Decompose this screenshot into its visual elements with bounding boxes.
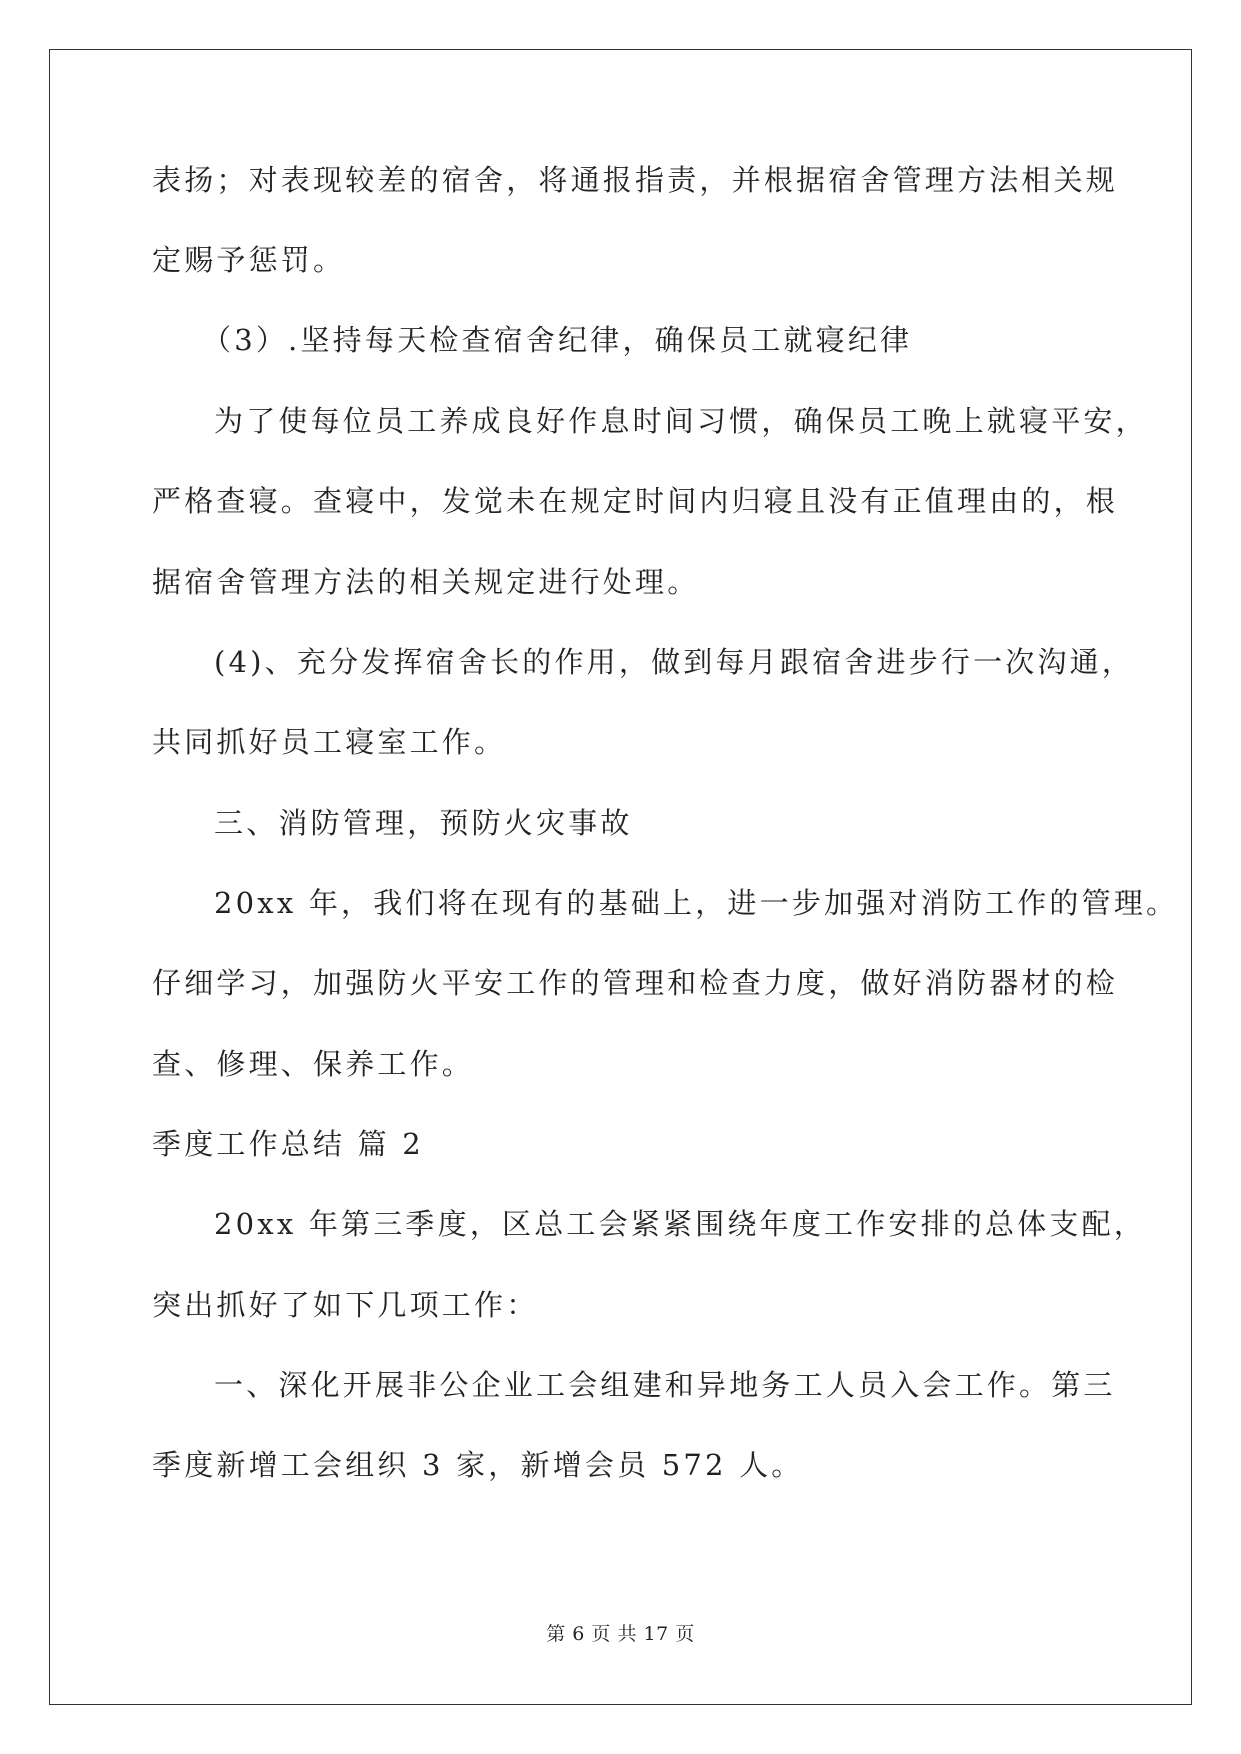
- paragraph-line: 20xx 年第三季度，区总工会紧紧围绕年度工作安排的总体支配，: [214, 1207, 1147, 1241]
- paragraph-line: (4)、充分发挥宿舍长的作用，做到每月跟宿舍进步行一次沟通，: [214, 645, 1135, 679]
- paragraph-line: 突出抓好了如下几项工作：: [152, 1288, 539, 1322]
- paragraph-line: 定赐予惩罚。: [152, 243, 346, 277]
- paragraph-line: 20xx 年，我们将在现有的基础上，进一步加强对消防工作的管理。: [214, 886, 1179, 920]
- article-title: 季度工作总结 篇 2: [152, 1127, 424, 1161]
- paragraph-line: 严格查寝。查寝中，发觉未在规定时间内归寝且没有正值理由的，根: [152, 484, 1119, 518]
- paragraph-line: 季度新增工会组织 3 家，新增会员 572 人。: [152, 1448, 804, 1482]
- paragraph-line: 一、深化开展非公企业工会组建和异地务工人员入会工作。第三: [214, 1368, 1116, 1402]
- paragraph-line: 仔细学习，加强防火平安工作的管理和检查力度，做好消防器材的检: [152, 966, 1119, 1000]
- paragraph-line: 查、修理、保养工作。: [152, 1047, 475, 1081]
- page-number: 第 6 页 共 17 页: [546, 1623, 695, 1645]
- paragraph-line: 表扬；对表现较差的宿舍，将通报指责，并根据宿舍管理方法相关规: [152, 163, 1119, 197]
- paragraph-line: 据宿舍管理方法的相关规定进行处理。: [152, 565, 700, 599]
- section-heading: （3）.坚持每天检查宿舍纪律，确保员工就寝纪律: [202, 323, 913, 357]
- section-heading: 三、消防管理，预防火灾事故: [214, 806, 633, 840]
- paragraph-line: 为了使每位员工养成良好作息时间习惯，确保员工晚上就寝平安，: [214, 404, 1148, 438]
- paragraph-line: 共同抓好员工寝室工作。: [152, 725, 507, 759]
